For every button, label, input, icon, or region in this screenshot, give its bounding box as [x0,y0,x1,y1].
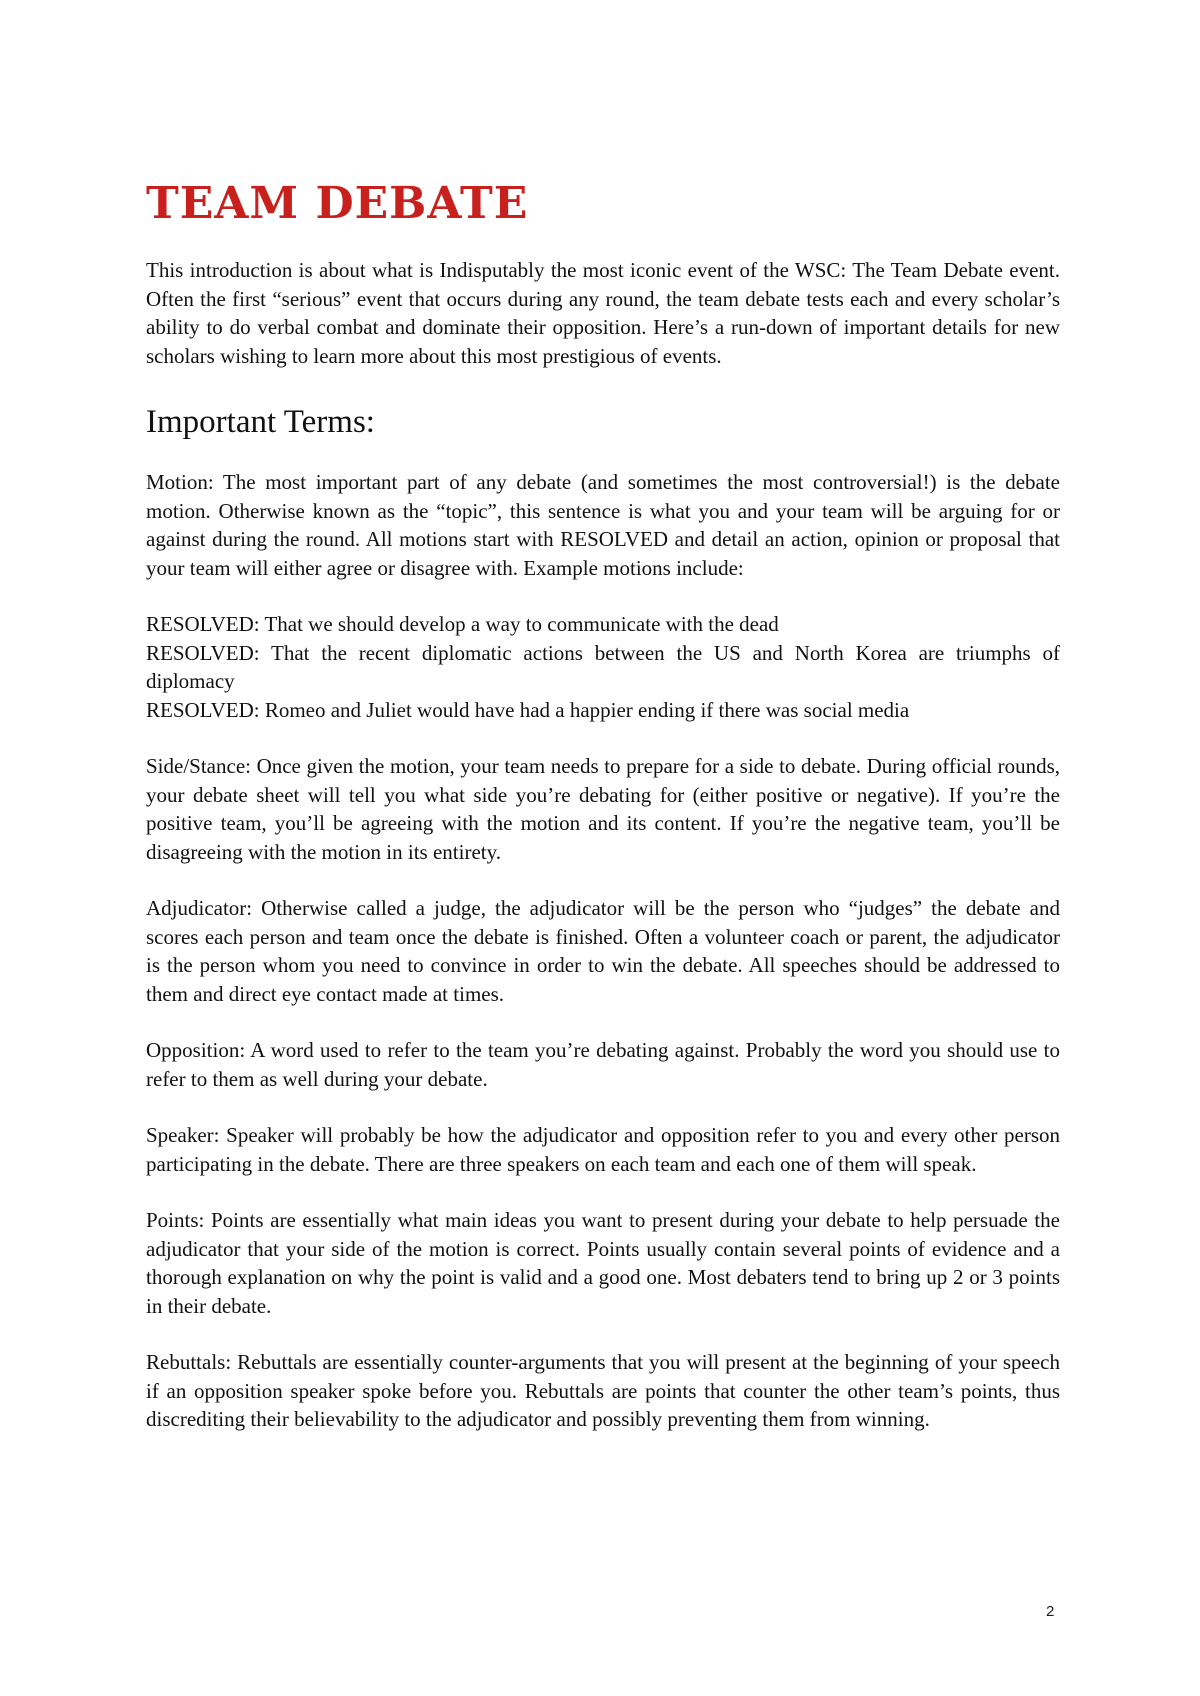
term-rebuttals: Rebuttals: Rebuttals are essentially counter-arguments that you will present at the beginning of your speech if an opposition speaker spoke before you. Rebuttals are points that counter the other team’s points, thus discrediting their believability to the adjudicator and possibly preventing them from winning. [146,1350,1060,1431]
example-motion: RESOLVED: Romeo and Juliet would have had a happier ending if there was social media [146,697,910,722]
term-points: Points: Points are essentially what main ideas you want to present during your debate to help persuade the adjudicator that your side of the motion is correct. Points usually contain several points of evidence and a thorough explanation on why the point is valid and a good one. Most debaters tend to bring up 2 or 3 points in their debate. [146,1208,1060,1318]
term-adjudicator: Adjudicator: Otherwise called a judge, the adjudicator will be the person who “judges” the debate and scores each person and team once the debate is finished. Often a volunteer coach or parent, the adjudicator is the person whom you need to convince in order to win the debate. All speeches should be addressed to them and direct eye contact made at times. [146,896,1060,1006]
intro-paragraph: This introduction is about what is Indisputably the most iconic event of the WSC: The Team Debate event. Often the first “serious” event that occurs during any round, the team debate tests each and every scholar’s ability to do verbal combat and dominate their opposition. Here’s a run-down of important details for new scholars wishing to learn more about this most prestigious of events. [146,258,1060,368]
page-content [146,178,1060,1462]
example-motion: RESOLVED: That the recent diplomatic actions between the US and North Korea are triumphs of diplomacy [146,640,1060,693]
term-motion: Motion: The most important part of any debate (and sometimes the most controversial!) is the debate motion. Otherwise known as the “topic”, this sentence is what you and your team will be arguing for or against during the round. All motions start with RESOLVED and detail an action, opinion or proposal that your team will either agree or disagree with. Example motions include: [146,470,1060,580]
example-motion: RESOLVED: That we should develop a way to communicate with the dead [146,612,779,636]
term-side-stance: Side/Stance: Once given the motion, your team needs to prepare for a side to debate. During official rounds, your debate sheet will tell you what side you’re debating for (either positive or negative). If you’re the positive team, you’ll be agreeing with the motion and its content. If you’re the negative team, you’ll be disagreeing with the motion in its entirety. [146,754,1060,864]
page-number: 2 [1046,1603,1055,1620]
page-title: TEAM DEBATE [146,178,529,229]
term-speaker: Speaker: Speaker will probably be how the adjudicator and opposition refer to you and every other person participating in the debate. There are three speakers on each team and each one of them will speak. [146,1123,1060,1176]
term-opposition: Opposition: A word used to refer to the team you’re debating against. Probably the word you should use to refer to them as well during your debate. [146,1038,1060,1091]
section-heading: Important Terms: [146,404,375,440]
example-motions-list [146,610,1060,724]
